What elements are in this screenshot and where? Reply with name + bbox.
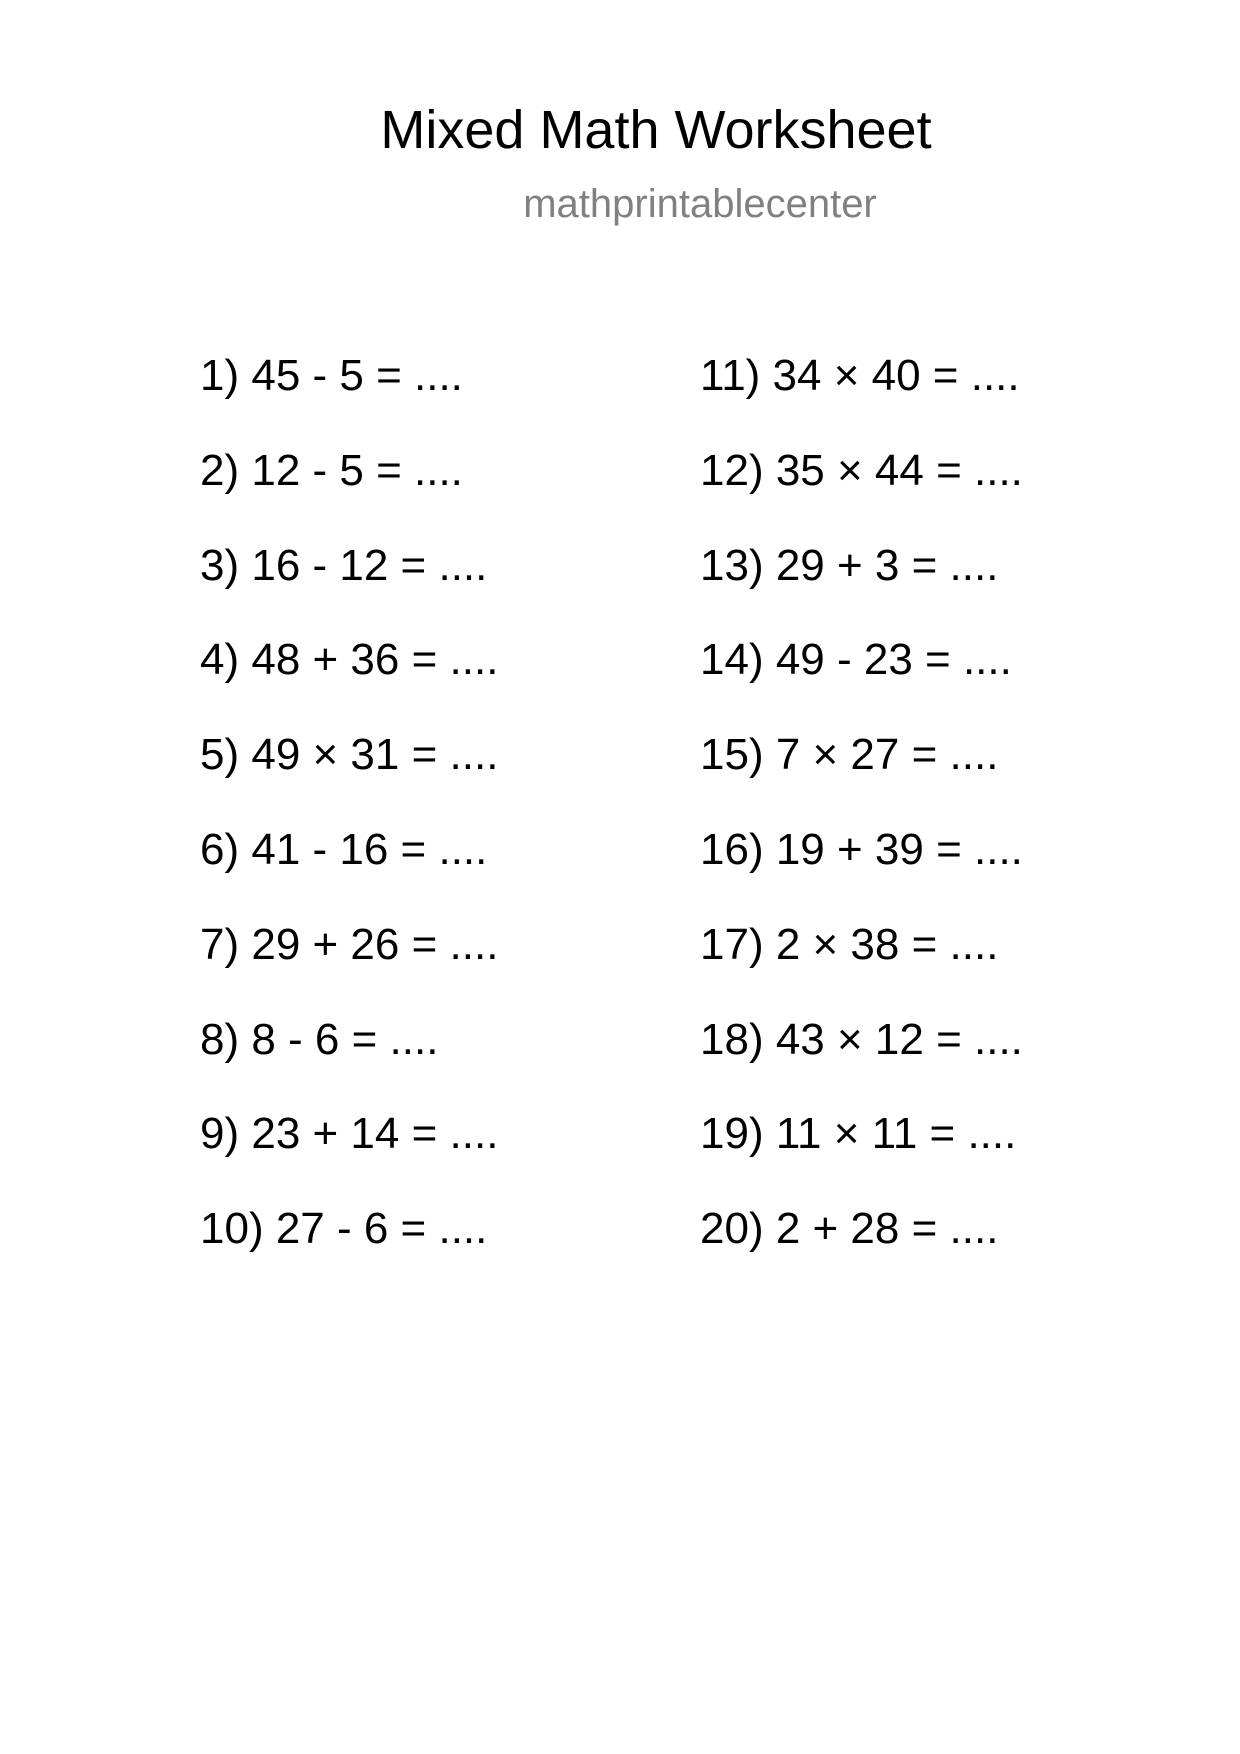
problem-19: 19) 11 × 11 = .... — [700, 1109, 1017, 1159]
page-subtitle: mathprintablecenter — [523, 182, 877, 226]
problem-3: 3) 16 - 12 = .... — [200, 540, 488, 590]
problem-8: 8) 8 - 6 = .... — [200, 1014, 439, 1064]
problem-10: 10) 27 - 6 = .... — [200, 1204, 488, 1254]
problem-18: 18) 43 × 12 = .... — [700, 1014, 1023, 1064]
problem-12: 12) 35 × 44 = .... — [700, 445, 1023, 495]
problem-2: 2) 12 - 5 = .... — [200, 445, 463, 495]
problem-1: 1) 45 - 5 = .... — [200, 351, 463, 400]
problems-column-left — [200, 350, 498, 1298]
problem-9: 9) 23 + 14 = .... — [200, 1109, 499, 1159]
problem-17: 17) 2 × 38 = .... — [700, 919, 999, 969]
problem-4: 4) 48 + 36 = .... — [200, 635, 499, 685]
page-title: Mixed Math Worksheet — [380, 100, 932, 160]
problem-5: 5) 49 × 31 = .... — [200, 730, 499, 780]
problems-column-right — [700, 350, 1023, 1298]
problem-7: 7) 29 + 26 = .... — [200, 919, 499, 969]
problem-16: 16) 19 + 39 = .... — [700, 824, 1023, 874]
problem-20: 20) 2 + 28 = .... — [700, 1204, 999, 1254]
problem-14: 14) 49 - 23 = .... — [700, 635, 1012, 685]
problem-6: 6) 41 - 16 = .... — [200, 824, 488, 874]
problem-13: 13) 29 + 3 = .... — [700, 540, 999, 590]
problem-11: 11) 34 × 40 = .... — [700, 351, 1020, 400]
problem-15: 15) 7 × 27 = .... — [700, 730, 999, 780]
